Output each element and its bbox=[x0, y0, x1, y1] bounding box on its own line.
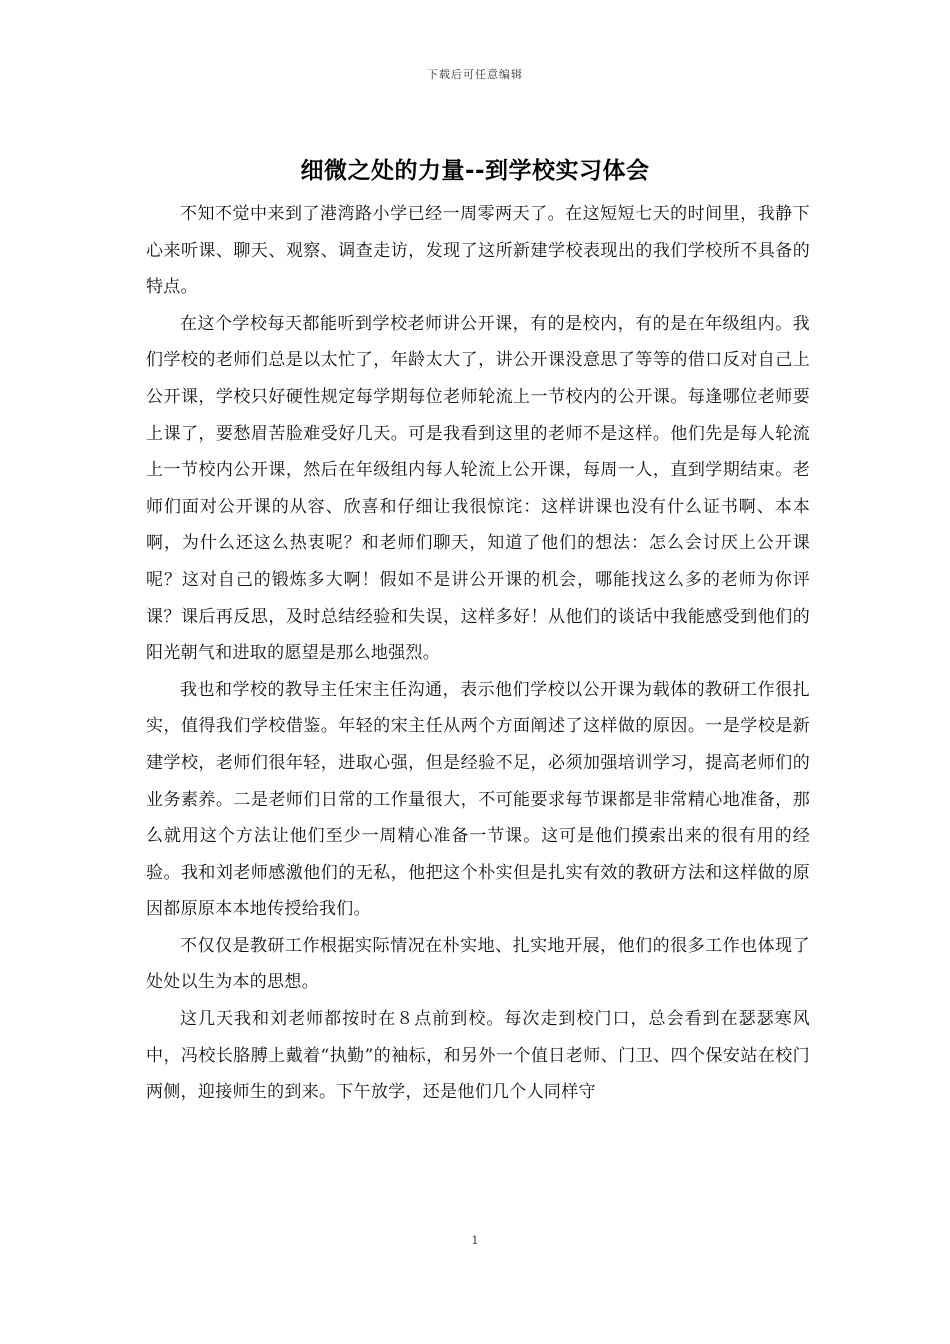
document-body bbox=[146, 196, 810, 1111]
document-title: 细微之处的力量--到学校实习体会 bbox=[300, 158, 650, 184]
paragraph: 我也和学校的教导主任宋主任沟通，表示他们学校以公开课为载体的教研工作很扎实，值得我们学校借鉴。年轻的宋主任从两个方面阐述了这样做的原因。一是学校是新建学校，老师们很年轻，进取心强，但是经验不足，必须加强培训学习，提高老师们的业务素养。二是老师们日常的工作量很大，不可能要求每节课都是非常精心地准备，那么就用这个方法让他们至少一周精心准备一节课。这可是他们摸索出来的很有用的经验。我和刘老师感激他们的无私，他把这个朴实但是扎实有效的教研方法和这样做的原因都原原本本地传授给我们。 bbox=[146, 679, 810, 920]
paragraph: 不仅仅是教研工作根据实际情况在朴实地、扎实地开展，他们的很多工作也体现了处处以生为本的思想。 bbox=[146, 935, 810, 993]
paragraph: 不知不觉中来到了港湾路小学已经一周零两天了。在这短短七天的时间里，我静下心来听课、聊天、观察、调查走访，发现了这所新建学校表现出的我们学校所不具备的特点。 bbox=[146, 204, 810, 298]
paragraph: 这几天我和刘老师都按时在８点前到校。每次走到校门口，总会看到在瑟瑟寒风中，冯校长胳膊上戴着“执勤”的袖标，和另外一个值日老师、门卫、四个保安站在校门两侧，迎接师生的到来。下午放学，还是他们几个人同样守 bbox=[146, 1009, 810, 1103]
header-note: 下载后可任意编辑 bbox=[427, 68, 523, 81]
page-number: 1 bbox=[471, 1234, 479, 1247]
paragraph: 在这个学校每天都能听到学校老师讲公开课，有的是校内，有的是在年级组内。我们学校的老师们总是以太忙了，年龄太大了，讲公开课没意思了等等的借口反对自己上公开课，学校只好硬性规定每学期每位老师轮流上一节校内的公开课。每逢哪位老师要上课了，要愁眉苦脸难受好几天。可是我看到这里的老师不是这样。他们先是每人轮流上一节校内公开课，然后在年级组内每人轮流上公开课，每周一人，直到学期结束。老师们面对公开课的从容、欣喜和仔细让我很惊诧：这样讲课也没有什么证书啊、本本啊，为什么还这么热衷呢？和老师们聊天，知道了他们的想法：怎么会讨厌上公开课呢？这对自己的锻炼多大啊！假如不是讲公开课的机会，哪能找这么多的老师为你评课？课后再反思，及时总结经验和失误，这样多好！从他们的谈话中我能感受到他们的阳光朝气和进取的愿望是那么地强烈。 bbox=[146, 313, 810, 664]
